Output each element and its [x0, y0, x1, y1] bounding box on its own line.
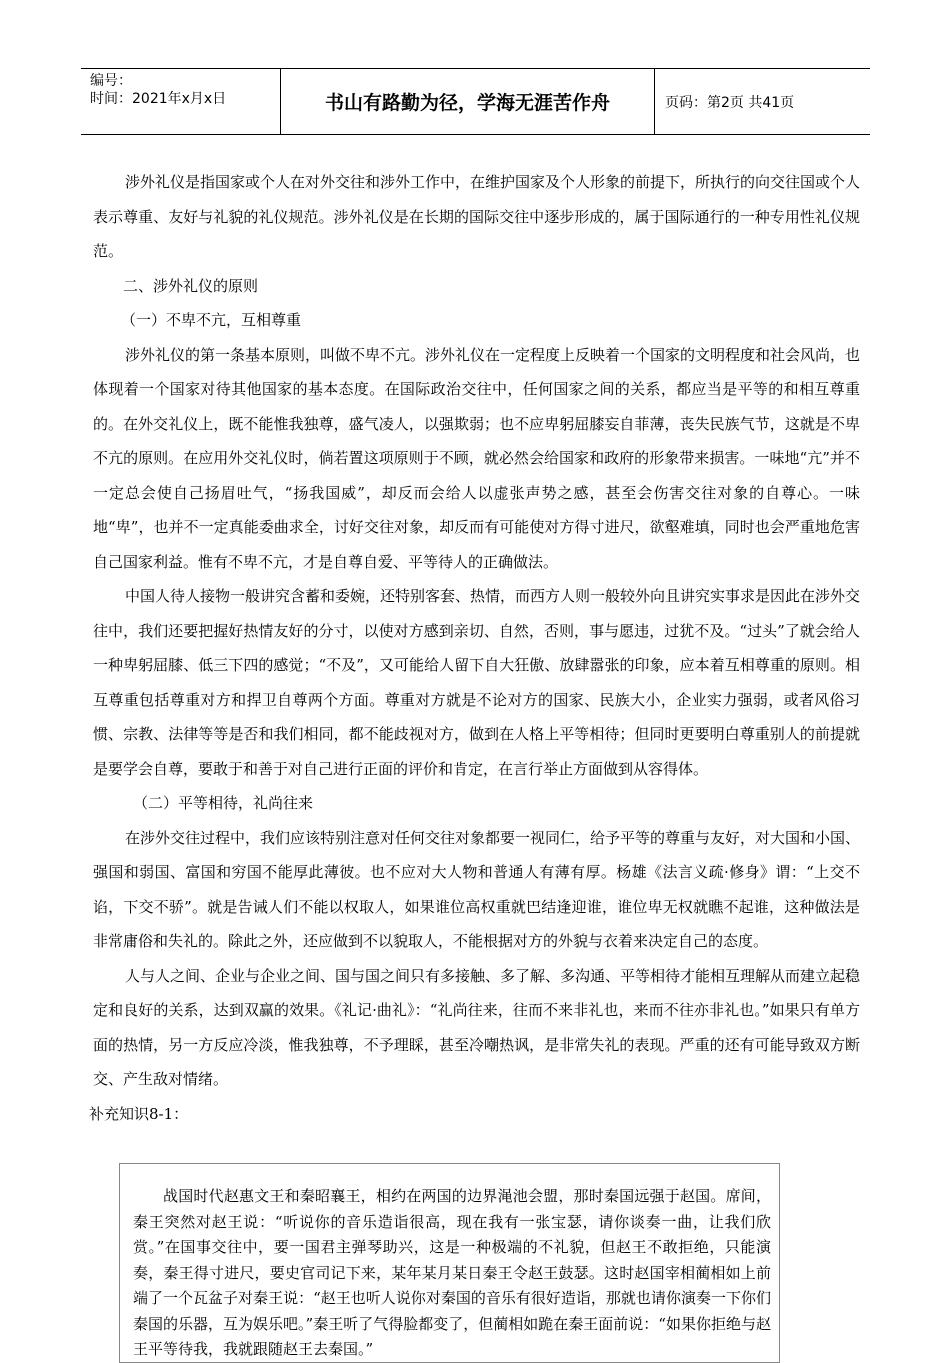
paragraph-equality: 在涉外交往过程中，我们应该特别注意对任何交往对象都要一视同仁，给予平等的尊重与友好，对大国和小国、强国和弱国、富国和穷国不能厚此薄彼。也不应对大人物和普通人有薄有厚。杨雄《法言义疏·修身》谓：“上交不谄，下交不骄”。就是告诫人们不能以权取人，如果谁位高权重就巴结逢迎谁，谁位卑无权就瞧不起谁，这种做法是非常庸俗和失礼的。除此之外，还应做到不以貌取人，不能根据对方的外貌与衣着来决定自己的态度。: [93, 828, 861, 950]
paragraph-definition: 涉外礼仪是指国家或个人在对外交往和涉外工作中，在维护国家及个人形象的前提下，所执行的向交往国或个人表示尊重、友好与礼貌的礼仪规范。涉外礼仪是在长期的国际交往中逐步形成的，属于国际通行的一种专用性礼仪规范。: [93, 173, 861, 260]
subsection-heading-1: （一）不卑不亢，互相尊重: [121, 311, 302, 329]
supplement-box: [119, 1163, 780, 1363]
document-body: [89, 165, 861, 1131]
header-motto: 书山有路勤为径，学海无涯苦作舟: [281, 69, 655, 134]
page-info: 页码：第2页 共41页: [665, 94, 795, 111]
supplement-text: 战国时代赵惠文王和秦昭襄王，相约在两国的边界渑池会盟，那时秦国远强于赵国。席间，秦王突然对赵王说：“听说你的音乐造诣很高，现在我有一张宝瑟，请你谈奏一曲，让我们欣赏。”在国事交往中，要一国君主弹琴助兴，这是一种极端的不礼貌，但赵王不敢拒绝，只能演奏，秦王得寸进尺，要史官司记下来，某年某月某日秦王令赵王鼓瑟。这时赵国宰相蔺相如上前端了一个瓦盆子对秦王说：“赵王也听人说你对秦国的音乐有很好造诣，那就也请你演奏一下你们秦国的乐器，互为娱乐吧。”秦王听了气得脸都变了，但蔺相如跪在秦王面前说：“如果你拒绝与赵王平等待我，我就跟随赵王去秦国。”: [133, 1187, 771, 1358]
paragraph-reciprocity: 人与人之间、企业与企业之间、国与国之间只有多接触、多了解、多沟通、平等相待才能相互理解从而建立起稳定和良好的关系，达到双赢的效果。《礼记·曲礼》：“礼尚往来，往而不来非礼也，来而不往亦非礼也。”如果只有单方面的热情，另一方反应冷淡，惟我独尊，不予理睬，甚至冷嘲热讽，是非常失礼的表现。严重的还有可能导致双方断交、产生敌对情绪。: [93, 966, 861, 1088]
header-meta: [81, 69, 281, 134]
page-header: [81, 68, 870, 135]
paragraph-mutual-respect: 中国人待人接物一般讲究含蓄和委婉，还特别客套、热情，而西方人则一般较外向且讲究实事求是因此在涉外交往中，我们还要把握好热情友好的分寸，以使对方感到亲切、自然，否则，事与愿违，过犹不及。“过头”了就会给人一种卑躬屈膝、低三下四的感觉；“不及”，又可能给人留下自大狂傲、放肆嚣张的印象，应本着互相尊重的原则。相互尊重包括尊重对方和捍卫自尊两个方面。尊重对方就是不论对方的国家、民族大小，企业实力强弱，或者风俗习惯、宗教、法律等等是否和我们相同，都不能歧视对方，做到在人格上平等相待；但同时更要明白尊重别人的前提就是要学会自尊，要敢于和善于对自己进行正面的评价和肯定，在言行举止方面做到从容得体。: [93, 587, 861, 778]
section-heading: 二、涉外礼仪的原则: [123, 276, 259, 295]
document-number-label: 编号：: [90, 73, 132, 89]
document-date: 时间：2021年x月x日: [90, 91, 227, 107]
supplement-label: 补充知识8-1：: [89, 1104, 189, 1123]
subsection-heading-2: （二）平等相待，礼尚往来: [133, 794, 314, 812]
paragraph-principle-1: 涉外礼仪的第一条基本原则，叫做不卑不亢。涉外礼仪在一定程度上反映着一个国家的文明程度和社会风尚，也体现着一个国家对待其他国家的基本态度。在国际政治交往中，任何国家之间的关系，都应当是平等的和相互尊重的。在外交礼仪上，既不能惟我独尊，盛气凌人，以强欺弱；也不应卑躬屈膝妄自菲薄，丧失民族气节，这就是不卑不亢的原则。在应用外交礼仪时，倘若置这项原则于不顾，就必然会给国家和政府的形象带来损害。一味地“亢”并不一定总会使自己扬眉吐气，“扬我国威”，却反而会给人以虚张声势之感，甚至会伤害交往对象的自尊心。一味地“卑”，也并不一定真能委曲求全，讨好交往对象，却反而有可能使对方得寸进尺，欲壑难填，同时也会严重地危害自己国家利益。惟有不卑不亢，才是自尊自爱、平等待人的正确做法。: [93, 345, 861, 571]
